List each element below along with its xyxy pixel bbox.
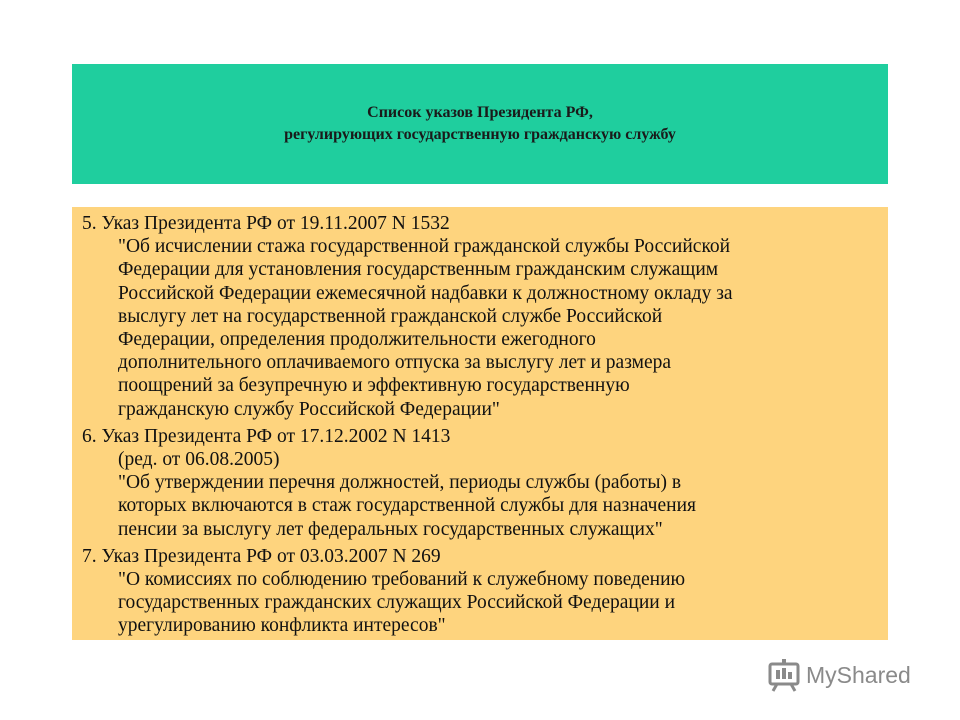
- title-banner: [72, 64, 888, 184]
- decree-text-line: гражданскую службу Российской Федерации": [118, 398, 500, 420]
- decree-text-line: государственных гражданских служащих Российской Федерации и: [118, 592, 676, 614]
- title-line-2: регулирующих государственную гражданскую службу: [284, 126, 676, 143]
- decree-text-line: "Об исчислении стажа государственной гражданской службы Российской: [118, 236, 731, 258]
- decree-text-line: дополнительного оплачиваемого отпуска за выслугу лет и размера: [118, 352, 672, 374]
- decree-heading: 7. Указ Президента РФ от 03.03.2007 N 269: [82, 545, 441, 567]
- decree-text-line: Российской Федерации ежемесячной надбавки к должностному окладу за: [118, 282, 733, 304]
- decree-text-line: которых включаются в стаж государственной службы для назначения: [118, 495, 696, 517]
- decree-heading: 5. Указ Президента РФ от 19.11.2007 N 1532: [82, 213, 450, 234]
- decree-text-line: пенсии за выслугу лет федеральных государственных служащих": [118, 518, 663, 540]
- watermark-text: MyShared: [806, 661, 911, 688]
- decree-heading: 6. Указ Президента РФ от 17.12.2002 N 1413: [82, 425, 451, 447]
- decree-item-6: [82, 425, 878, 541]
- decree-text-line: (ред. от 06.08.2005): [118, 449, 280, 471]
- title-line-1: Список указов Президента РФ,: [367, 104, 593, 121]
- decree-text-line: "О комиссиях по соблюдению требований к служебному поведению: [118, 569, 686, 591]
- decree-text-line: "Об утверждении перечня должностей, периоды службы (работы) в: [118, 472, 682, 494]
- decree-text-line: выслугу лет на государственной гражданской службе Российской: [118, 305, 663, 327]
- presentation-board-icon: [767, 658, 801, 692]
- decree-item-7: [82, 545, 878, 638]
- decree-text-line: урегулированию конфликта интересов": [118, 615, 446, 637]
- decree-text-line: поощрений за безупречную и эффективную государственную: [118, 375, 630, 397]
- decree-text-line: Федерации для установления государственным гражданским служащим: [118, 259, 719, 281]
- decree-text-line: Федерации, определения продолжительности ежегодного: [118, 329, 596, 351]
- myshared-watermark[interactable]: [767, 658, 911, 692]
- decree-list: [72, 207, 888, 640]
- decree-item-5: [82, 212, 878, 421]
